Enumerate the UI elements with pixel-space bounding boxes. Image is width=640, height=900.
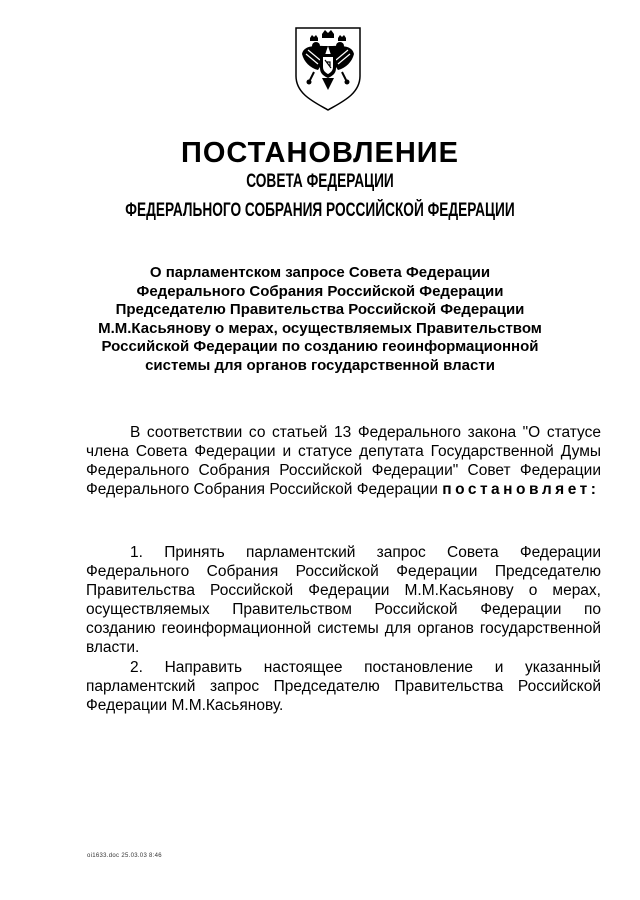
item-1-paragraph: [86, 543, 601, 657]
preamble-verb: постановляет:: [442, 481, 600, 498]
issuer-line-1: СОВЕТА ФЕДЕРАЦИИ: [246, 171, 394, 192]
subject-line: системы для органов государственной власти: [145, 356, 495, 374]
coat-of-arms-icon: [292, 24, 364, 112]
item-2-text: 2. Направить настоящее постановление и указанный парламентский запрос Председателю Правительства Российской Федерации М.М.Касьянову.: [86, 659, 601, 714]
subject-line: Председателю Правительства Российской Федерации: [115, 301, 525, 318]
item-1-text: 1. Принять парламентский запрос Совета Федерации Федерального Собрания Российской Федерации Председателю Правительства Российской Федерации М.М.Касьянову о мерах, осуществляемых Правительством Российской Федерации по созданию геоинформационной системы для органов государственной власти.: [86, 544, 601, 656]
coat-of-arms-graphic: [292, 24, 364, 112]
subject-line: Российской Федерации по созданию геоинформационной: [101, 338, 539, 355]
subject-line: М.М.Касьянову о мерах, осуществляемых Правительством: [98, 319, 542, 337]
file-footer: oi1633.doc 25.03.03 8:46: [87, 853, 162, 859]
subject-line: Федерального Собрания Российской Федерации: [136, 282, 504, 300]
issuer-line-2: ФЕДЕРАЛЬНОГО СОБРАНИЯ РОССИЙСКОЙ ФЕДЕРАЦИИ: [125, 200, 515, 221]
item-2-paragraph: [86, 658, 601, 715]
document-subject: [60, 264, 580, 375]
document-title: ПОСТАНОВЛЕНИЕ: [181, 137, 459, 169]
subject-line: О парламентском запросе Совета Федерации: [149, 264, 491, 281]
preamble-text: В соответствии со статьей 13 Федерального закона "О статусе члена Совета Федерации и статусе депутата Государственной Думы Федерального Собрания Российской Федерации" Совет Федерации Федерального Собрания Российской Федерации: [86, 424, 601, 498]
preamble-paragraph: [86, 423, 601, 499]
